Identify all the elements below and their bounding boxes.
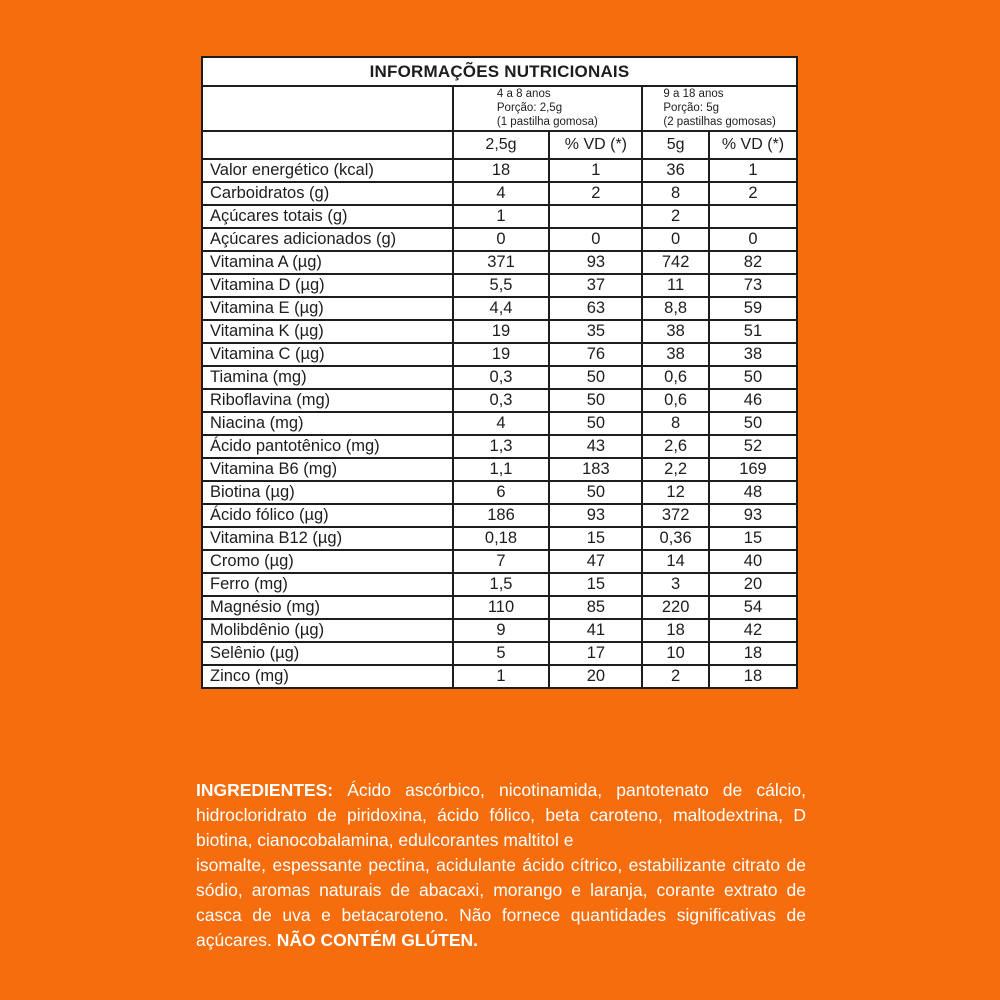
- nutrient-value: 52: [709, 435, 797, 458]
- nutrient-value: 82: [709, 251, 797, 274]
- nutrient-value: 38: [642, 343, 709, 366]
- nutrient-value: 50: [709, 412, 797, 435]
- table-row: [202, 435, 797, 458]
- nutrient-value: 5,5: [453, 274, 550, 297]
- nutrient-name: Açúcares totais (g): [202, 205, 453, 228]
- nutrient-value: 4: [453, 412, 550, 435]
- nutrient-value: 18: [709, 665, 797, 688]
- table-row: [202, 366, 797, 389]
- nutrient-value: 18: [709, 642, 797, 665]
- nutrient-value: 15: [549, 527, 642, 550]
- age-group-4-8-cell: [453, 86, 643, 131]
- nutrient-value: 5: [453, 642, 550, 665]
- nutrient-value: 9: [453, 619, 550, 642]
- nutrient-value: 372: [642, 504, 709, 527]
- nutrient-value: 40: [709, 550, 797, 573]
- nutrient-value: 0,18: [453, 527, 550, 550]
- table-row: [202, 274, 797, 297]
- nutrient-value: 36: [642, 159, 709, 182]
- nutrient-name: Vitamina K (µg): [202, 320, 453, 343]
- nutrient-name: Vitamina B12 (µg): [202, 527, 453, 550]
- table-title-row: [202, 57, 797, 86]
- nutrient-value: 46: [709, 389, 797, 412]
- nutrient-value: 93: [549, 251, 642, 274]
- age-group-4-8-text: [497, 87, 598, 129]
- nutrient-value: 1: [453, 205, 550, 228]
- portion-label: Porção: 5g: [663, 102, 720, 114]
- nutrient-value: 183: [549, 458, 642, 481]
- nutrient-value: 85: [549, 596, 642, 619]
- nutrient-value: 41: [549, 619, 642, 642]
- nutrient-name: Vitamina C (µg): [202, 343, 453, 366]
- nutrient-value: 2,2: [642, 458, 709, 481]
- nutrient-value: 35: [549, 320, 642, 343]
- nutrient-value: 50: [549, 389, 642, 412]
- nutrient-value: 11: [642, 274, 709, 297]
- nutrient-value: 76: [549, 343, 642, 366]
- table-row: [202, 596, 797, 619]
- nutrient-value: 1: [709, 159, 797, 182]
- nutrient-name: Niacina (mg): [202, 412, 453, 435]
- age-group-header-row: [202, 86, 797, 131]
- column-header-quantity-5g: 5g: [642, 131, 709, 159]
- table-row: [202, 573, 797, 596]
- nutrition-facts-table: [201, 56, 798, 689]
- nutrient-name: Cromo (µg): [202, 550, 453, 573]
- nutrient-name: Vitamina E (µg): [202, 297, 453, 320]
- nutrient-value: 371: [453, 251, 550, 274]
- nutrient-value: 93: [709, 504, 797, 527]
- nutrient-value: 10: [642, 642, 709, 665]
- table-row: [202, 343, 797, 366]
- table-row: [202, 159, 797, 182]
- ingredients-paragraph-2: [196, 853, 806, 953]
- nutrient-value: 8: [642, 182, 709, 205]
- nutrient-value: 50: [549, 366, 642, 389]
- age-range-label: 9 a 18 anos: [663, 88, 724, 100]
- nutrient-value: 12: [642, 481, 709, 504]
- nutrient-value: 0,36: [642, 527, 709, 550]
- age-range-label: 4 a 8 anos: [496, 88, 551, 100]
- age-group-9-18-cell: [642, 86, 797, 131]
- nutrient-value: 1,1: [453, 458, 550, 481]
- nutrient-value: 2: [549, 182, 642, 205]
- nutrient-value: 169: [709, 458, 797, 481]
- empty-header-cell: [202, 131, 453, 159]
- nutrient-value: 0: [549, 228, 642, 251]
- nutrient-name: Selênio (µg): [202, 642, 453, 665]
- nutrient-value: [709, 205, 797, 228]
- nutrient-value: 59: [709, 297, 797, 320]
- nutrient-value: 8: [642, 412, 709, 435]
- column-header-vd-percent-1: % VD (*): [549, 131, 642, 159]
- nutrient-name: Zinco (mg): [202, 665, 453, 688]
- ingredients-paragraph-1: [196, 778, 806, 853]
- nutrient-value: 0,6: [642, 366, 709, 389]
- nutrient-value: 47: [549, 550, 642, 573]
- nutrient-rows: [202, 159, 797, 688]
- nutrient-value: 19: [453, 343, 550, 366]
- nutrient-value: 1,5: [453, 573, 550, 596]
- nutrient-value: 110: [453, 596, 550, 619]
- nutrient-value: 7: [453, 550, 550, 573]
- nutrient-name: Riboflavina (mg): [202, 389, 453, 412]
- ingredients-text-part2: isomalte, espessante pectina, acidulante ácido cítrico, estabilizante citrato de sódio, aromas naturais de abacaxi, morango e laranja, corante extrato de casca de uva e betacaroteno. Não fornece quantidades significativas de açúcares.: [196, 855, 806, 950]
- portion-detail-label: (2 pastilhas gomosas): [663, 116, 776, 128]
- nutrient-value: 50: [549, 481, 642, 504]
- nutrient-value: 4: [453, 182, 550, 205]
- nutrient-value: 14: [642, 550, 709, 573]
- table-row: [202, 412, 797, 435]
- nutrient-name: Biotina (µg): [202, 481, 453, 504]
- ingredients-text-part1: Ácido ascórbico, nicotinamida, pantotenato de cálcio, hidrocloridrato de piridoxina, ácido fólico, beta caroteno, maltodextrina, D biotina, cianocobalamina, edulcorantes maltitol e: [196, 780, 806, 850]
- table-row: [202, 550, 797, 573]
- table-row: [202, 665, 797, 688]
- nutrient-name: Açúcares adicionados (g): [202, 228, 453, 251]
- table-row: [202, 205, 797, 228]
- table-row: [202, 389, 797, 412]
- nutrient-name: Ácido fólico (µg): [202, 504, 453, 527]
- table-row: [202, 182, 797, 205]
- nutrient-value: 93: [549, 504, 642, 527]
- nutrient-name: Valor energético (kcal): [202, 159, 453, 182]
- table-title: INFORMAÇÕES NUTRICIONAIS: [202, 57, 797, 86]
- nutrient-name: Ferro (mg): [202, 573, 453, 596]
- nutrient-value: 20: [709, 573, 797, 596]
- age-group-9-18-text: [663, 87, 776, 129]
- nutrient-value: 38: [642, 320, 709, 343]
- table-row: [202, 228, 797, 251]
- unit-header-row: [202, 131, 797, 159]
- table-row: [202, 320, 797, 343]
- nutrient-value: 17: [549, 642, 642, 665]
- table-row: [202, 251, 797, 274]
- nutrient-name: Vitamina D (µg): [202, 274, 453, 297]
- nutrient-value: 2: [709, 182, 797, 205]
- nutrient-value: 48: [709, 481, 797, 504]
- nutrient-value: 3: [642, 573, 709, 596]
- ingredients-label: INGREDIENTES:: [196, 780, 334, 800]
- column-header-quantity-2-5g: 2,5g: [453, 131, 550, 159]
- table-row: [202, 619, 797, 642]
- nutrient-value: 2: [642, 665, 709, 688]
- nutrient-value: 42: [709, 619, 797, 642]
- nutrient-value: 18: [453, 159, 550, 182]
- nutrient-value: 0,3: [453, 366, 550, 389]
- nutrient-value: 2,6: [642, 435, 709, 458]
- nutrient-value: [549, 205, 642, 228]
- empty-header-cell: [202, 86, 453, 131]
- nutrient-value: 2: [642, 205, 709, 228]
- ingredients-section: [196, 778, 806, 953]
- nutrient-name: Carboidratos (g): [202, 182, 453, 205]
- nutrient-value: 43: [549, 435, 642, 458]
- nutrient-value: 73: [709, 274, 797, 297]
- nutrient-value: 4,4: [453, 297, 550, 320]
- nutrient-name: Magnésio (mg): [202, 596, 453, 619]
- nutrient-value: 186: [453, 504, 550, 527]
- nutrient-value: 0: [453, 228, 550, 251]
- nutrient-value: 38: [709, 343, 797, 366]
- portion-label: Porção: 2,5g: [496, 102, 563, 114]
- nutrient-value: 220: [642, 596, 709, 619]
- table-row: [202, 297, 797, 320]
- column-header-vd-percent-2: % VD (*): [709, 131, 797, 159]
- nutrient-value: 37: [549, 274, 642, 297]
- table-row: [202, 527, 797, 550]
- nutrient-value: 15: [709, 527, 797, 550]
- nutrient-value: 19: [453, 320, 550, 343]
- portion-detail-label: (1 pastilha gomosa): [496, 116, 598, 128]
- nutrient-value: 742: [642, 251, 709, 274]
- table-row: [202, 458, 797, 481]
- nutrient-value: 1: [453, 665, 550, 688]
- nutrient-value: 50: [709, 366, 797, 389]
- nutrient-value: 0: [709, 228, 797, 251]
- gluten-free-statement: NÃO CONTÉM GLÚTEN.: [276, 930, 478, 950]
- nutrient-name: Ácido pantotênico (mg): [202, 435, 453, 458]
- nutrient-value: 20: [549, 665, 642, 688]
- nutrient-value: 1: [549, 159, 642, 182]
- nutrient-value: 0,6: [642, 389, 709, 412]
- nutrient-name: Tiamina (mg): [202, 366, 453, 389]
- nutrient-value: 0,3: [453, 389, 550, 412]
- nutrient-value: 50: [549, 412, 642, 435]
- nutrient-value: 63: [549, 297, 642, 320]
- nutrient-name: Molibdênio (µg): [202, 619, 453, 642]
- nutrient-value: 54: [709, 596, 797, 619]
- nutrient-value: 8,8: [642, 297, 709, 320]
- nutrient-value: 18: [642, 619, 709, 642]
- nutrient-value: 6: [453, 481, 550, 504]
- nutrient-value: 51: [709, 320, 797, 343]
- nutrient-name: Vitamina A (µg): [202, 251, 453, 274]
- nutrient-name: Vitamina B6 (mg): [202, 458, 453, 481]
- nutrient-value: 0: [642, 228, 709, 251]
- nutrient-value: 1,3: [453, 435, 550, 458]
- nutrient-value: 15: [549, 573, 642, 596]
- table-row: [202, 642, 797, 665]
- table-row: [202, 504, 797, 527]
- table-row: [202, 481, 797, 504]
